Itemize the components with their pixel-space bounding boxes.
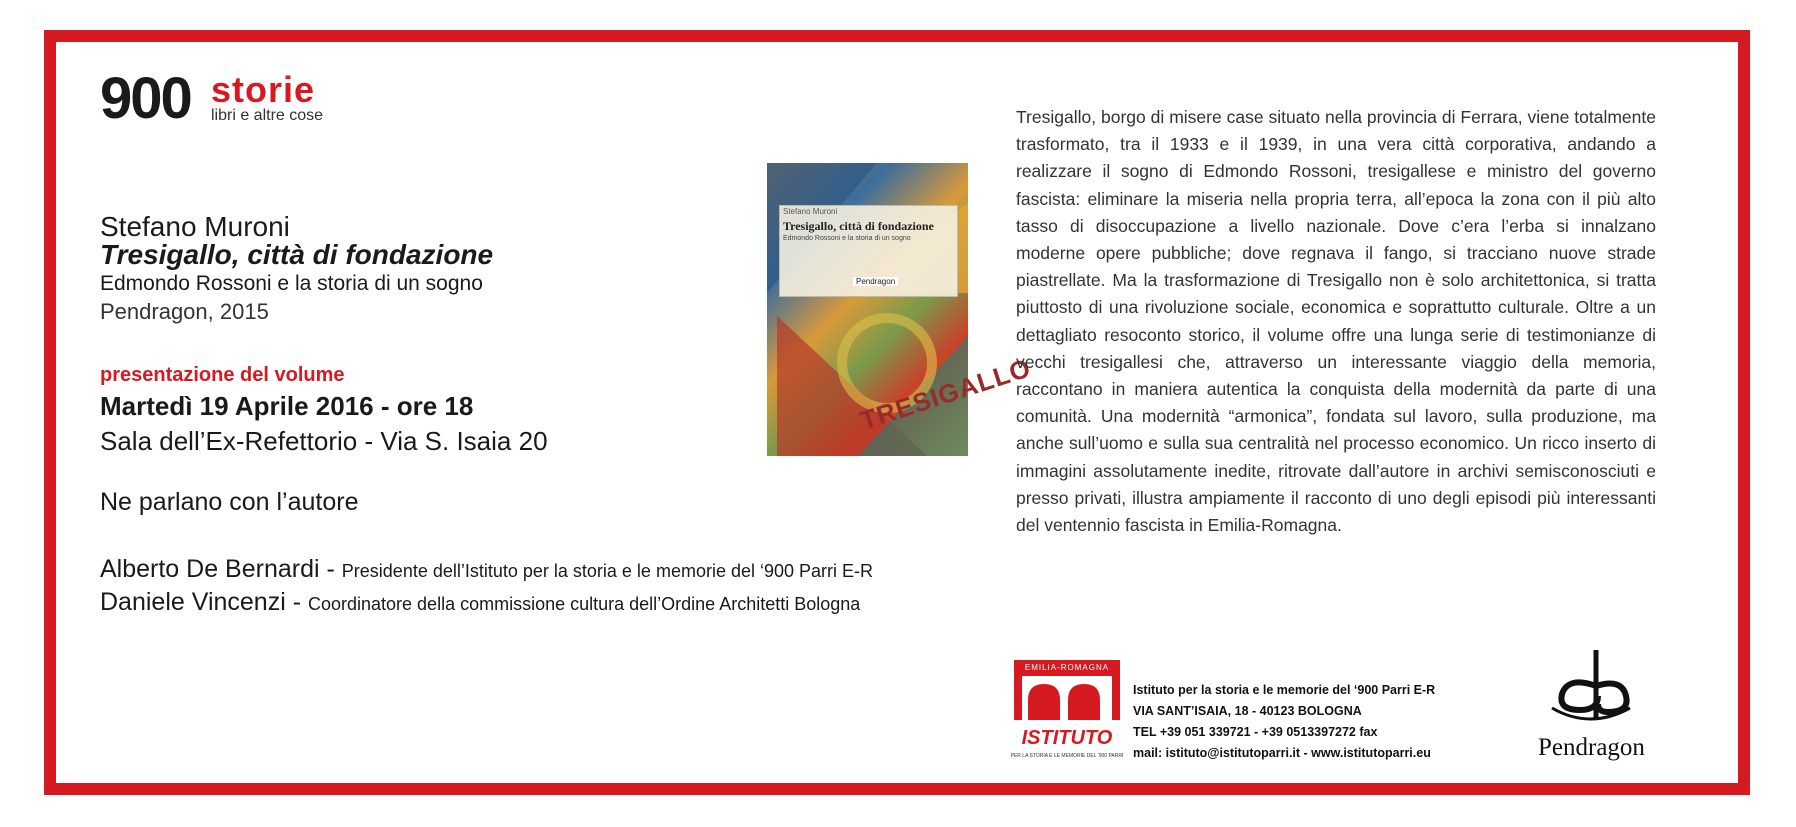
cover-title: Tresigallo, città di fondazione [783,219,934,233]
cover-author: Stefano Muroni [783,207,838,216]
cover-publisher: Pendragon [853,277,898,286]
speaker-role: Presidente dell’Istituto per la storia e le memorie del ‘900 Parri E-R [341,561,874,581]
istituto-parri-logo [1010,660,1124,762]
speaker-item [100,557,873,582]
speaker-item [100,590,860,615]
speaker-name: Alberto De Bernardi - [100,555,342,583]
brand-number: 900 [100,66,191,131]
logo-top-text: EMILIA-ROMAGNA [1024,663,1110,672]
book-description: Tresigallo, borgo di misere case situato nella provincia di Ferrara, viene totalmente trasformato, tra il 1933 e il 1939, in una vera città corporativa, andando a realizzare il sogno di Edmondo Rossoni, tresigallese e ministro del governo fascista: eliminare la miseria nella propria terra, all’epoca la zona con il più alto tasso di disoccupazione a livello nazionale. Dove c’era l’erba si innalzano moderne opere pubbliche; dove regnava il fango, si tracciano nuove strade piastrellate. Ma la trasformazione di Tresigallo non è solo architettonica, si tratta piuttosto di una rivoluzione sociale, economica e soprattutto culturale. Oltre a un dettagliato resoconto storico, il volume offre una lunga serie di testimonianze di vecchi tresigallesi che, attraverso un interessante viaggio della memoria, raccontano in maniera autentica la conquista della modernità da parte di una comunità. Una modernità “armonica”, fondata sul lavoro, sulla produzione, ma anche sull’uomo e sulla sua centralità nel processo economico. Un ricco inserto di immagini assolutamente inedite, ritrovate dall’autore in archivi semisconosciuti e presso privati, illustra ampiamente il racconto di uno degli episodi più interessanti del ventennio fascista in Emilia-Romagna. [1016,107,1656,536]
event-label: presentazione del volume [100,364,345,386]
event-datetime: Martedì 19 Aprile 2016 - ore 18 [100,391,474,421]
institute-line: TEL +39 051 339721 - +39 0513397272 fax [1133,725,1378,739]
book-cover-image [767,163,1035,456]
book-subtitle: Edmondo Rossoni e la storia di un sogno [100,272,483,295]
speaker-name: Daniele Vincenzi - [100,588,308,616]
event-venue: Sala dell’Ex-Refettorio - Via S. Isaia 20 [100,426,548,456]
pendragon-name: Pendragon [1538,734,1645,761]
book-author: Stefano Muroni [100,211,290,242]
pendragon-logo-icon [1546,650,1634,730]
book-title: Tresigallo, città di fondazione [100,239,494,270]
cover-word: TRESIGALLO [856,352,1035,436]
speaker-role: Coordinatore della commissione cultura dell’Ordine Architetti Bologna [307,594,861,614]
event-intro: Ne parlano con l’autore [100,488,359,516]
institute-line: VIA SANT’ISAIA, 18 - 40123 BOLOGNA [1133,704,1362,718]
institute-line: Istituto per la storia e le memorie del ‘900 Parri E-R [1133,683,1436,697]
cover-subtitle: Edmondo Rossoni e la storia di un sogno [783,235,911,242]
institute-contact [1133,680,1435,764]
logo-bottom-text: PER LA STORIA E LE MEMORIE DEL ‘900 PARRI [1010,753,1124,759]
book-publisher: Pendragon, 2015 [100,299,269,324]
institute-line: mail: istituto@istitutoparri.it - www.istitutoparri.eu [1133,746,1431,760]
brand-tagline: libri e altre cose [211,107,324,124]
brand-word: storie [211,69,316,110]
logo-main-text: ISTITUTO [1021,727,1113,749]
